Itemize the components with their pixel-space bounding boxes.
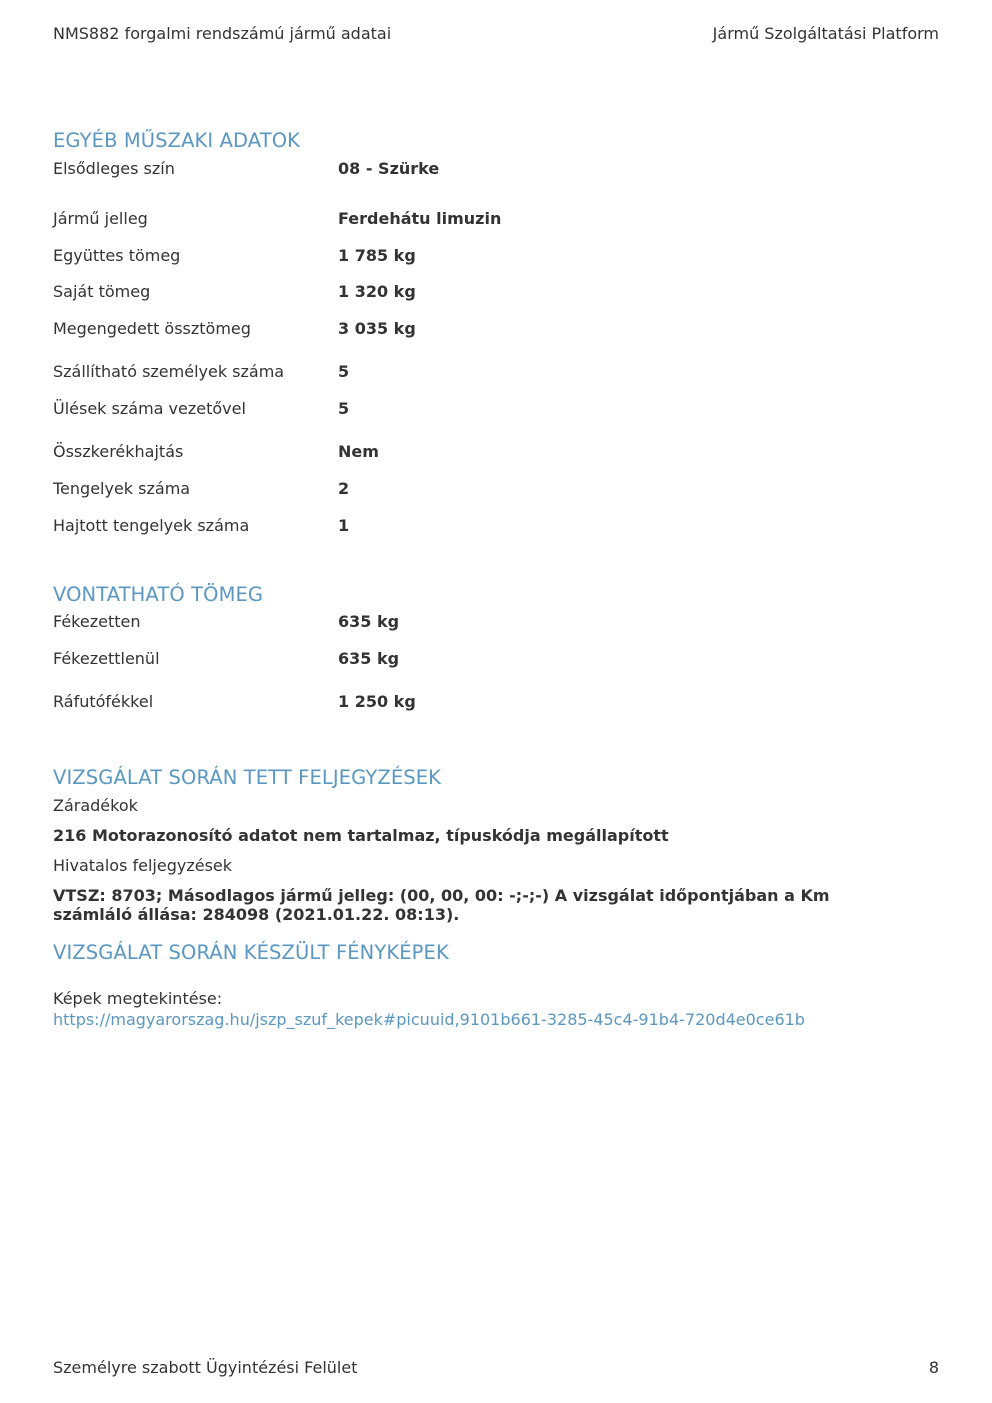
photos-label: Képek megtekintése: bbox=[53, 989, 223, 1008]
field-value-overrun-brake: 1 250 kg bbox=[338, 692, 416, 711]
field-value-all-wheel-drive: Nem bbox=[338, 442, 379, 461]
field-value-braked: 635 kg bbox=[338, 612, 400, 631]
field-label-passengers: Szállítható személyek száma bbox=[53, 362, 285, 381]
photos-link[interactable]: https://magyarorszag.hu/jszp_szuf_kepek#picuuid,9101b661-3285-45c4-91b4-720d4e0ce61b bbox=[53, 1010, 805, 1029]
field-label-axles: Tengelyek száma bbox=[53, 479, 191, 498]
field-label-primary-color: Elsődleges szín bbox=[53, 159, 175, 178]
field-label-combined-mass: Együttes tömeg bbox=[53, 246, 181, 265]
field-value-combined-mass: 1 785 kg bbox=[338, 246, 416, 265]
field-label-overrun-brake: Ráfutófékkel bbox=[53, 692, 154, 711]
document-header-platform: Jármű Szolgáltatási Platform bbox=[712, 24, 939, 43]
field-label-all-wheel-drive: Összkerékhajtás bbox=[53, 442, 184, 461]
field-value-seats-with-driver: 5 bbox=[338, 399, 350, 418]
field-label-permitted-total-mass: Megengedett össztömeg bbox=[53, 319, 251, 338]
clauses-label: Záradékok bbox=[53, 796, 138, 815]
field-value-own-mass: 1 320 kg bbox=[338, 282, 416, 301]
field-value-permitted-total-mass: 3 035 kg bbox=[338, 319, 416, 338]
official-notes-label: Hivatalos feljegyzések bbox=[53, 856, 233, 875]
field-label-seats-with-driver: Ülések száma vezetővel bbox=[53, 399, 246, 418]
field-value-passengers: 5 bbox=[338, 362, 350, 381]
field-label-vehicle-type: Jármű jelleg bbox=[53, 209, 148, 228]
field-label-braked: Fékezetten bbox=[53, 612, 141, 631]
section-title-towing: VONTATHATÓ TÖMEG bbox=[53, 583, 264, 606]
page-number: 8 bbox=[928, 1358, 939, 1377]
field-label-driven-axles: Hajtott tengelyek száma bbox=[53, 516, 250, 535]
field-value-unbraked: 635 kg bbox=[338, 649, 400, 668]
field-value-vehicle-type: Ferdehátu limuzin bbox=[338, 209, 502, 228]
official-notes-line-2: számláló állása: 284098 (2021.01.22. 08:13). bbox=[53, 905, 460, 924]
section-title-notes: VIZSGÁLAT SORÁN TETT FELJEGYZÉSEK bbox=[53, 766, 442, 789]
field-label-own-mass: Saját tömeg bbox=[53, 282, 151, 301]
field-value-driven-axles: 1 bbox=[338, 516, 350, 535]
document-footer-title: Személyre szabott Ügyintézési Felület bbox=[53, 1358, 358, 1377]
official-notes-line-1: VTSZ: 8703; Másodlagos jármű jelleg: (00, 00, 00: -;-;-) A vizsgálat időpontjában a Km bbox=[53, 886, 830, 905]
section-title-technical: EGYÉB MŰSZAKI ADATOK bbox=[53, 129, 301, 152]
field-value-primary-color: 08 - Szürke bbox=[338, 159, 440, 178]
section-title-photos: VIZSGÁLAT SORÁN KÉSZÜLT FÉNYKÉPEK bbox=[53, 941, 449, 964]
field-label-unbraked: Fékezettlenül bbox=[53, 649, 160, 668]
clauses-value: 216 Motorazonosító adatot nem tartalmaz, típuskódja megállapított bbox=[53, 826, 669, 845]
field-value-axles: 2 bbox=[338, 479, 350, 498]
document-header-title: NMS882 forgalmi rendszámú jármű adatai bbox=[53, 24, 392, 43]
